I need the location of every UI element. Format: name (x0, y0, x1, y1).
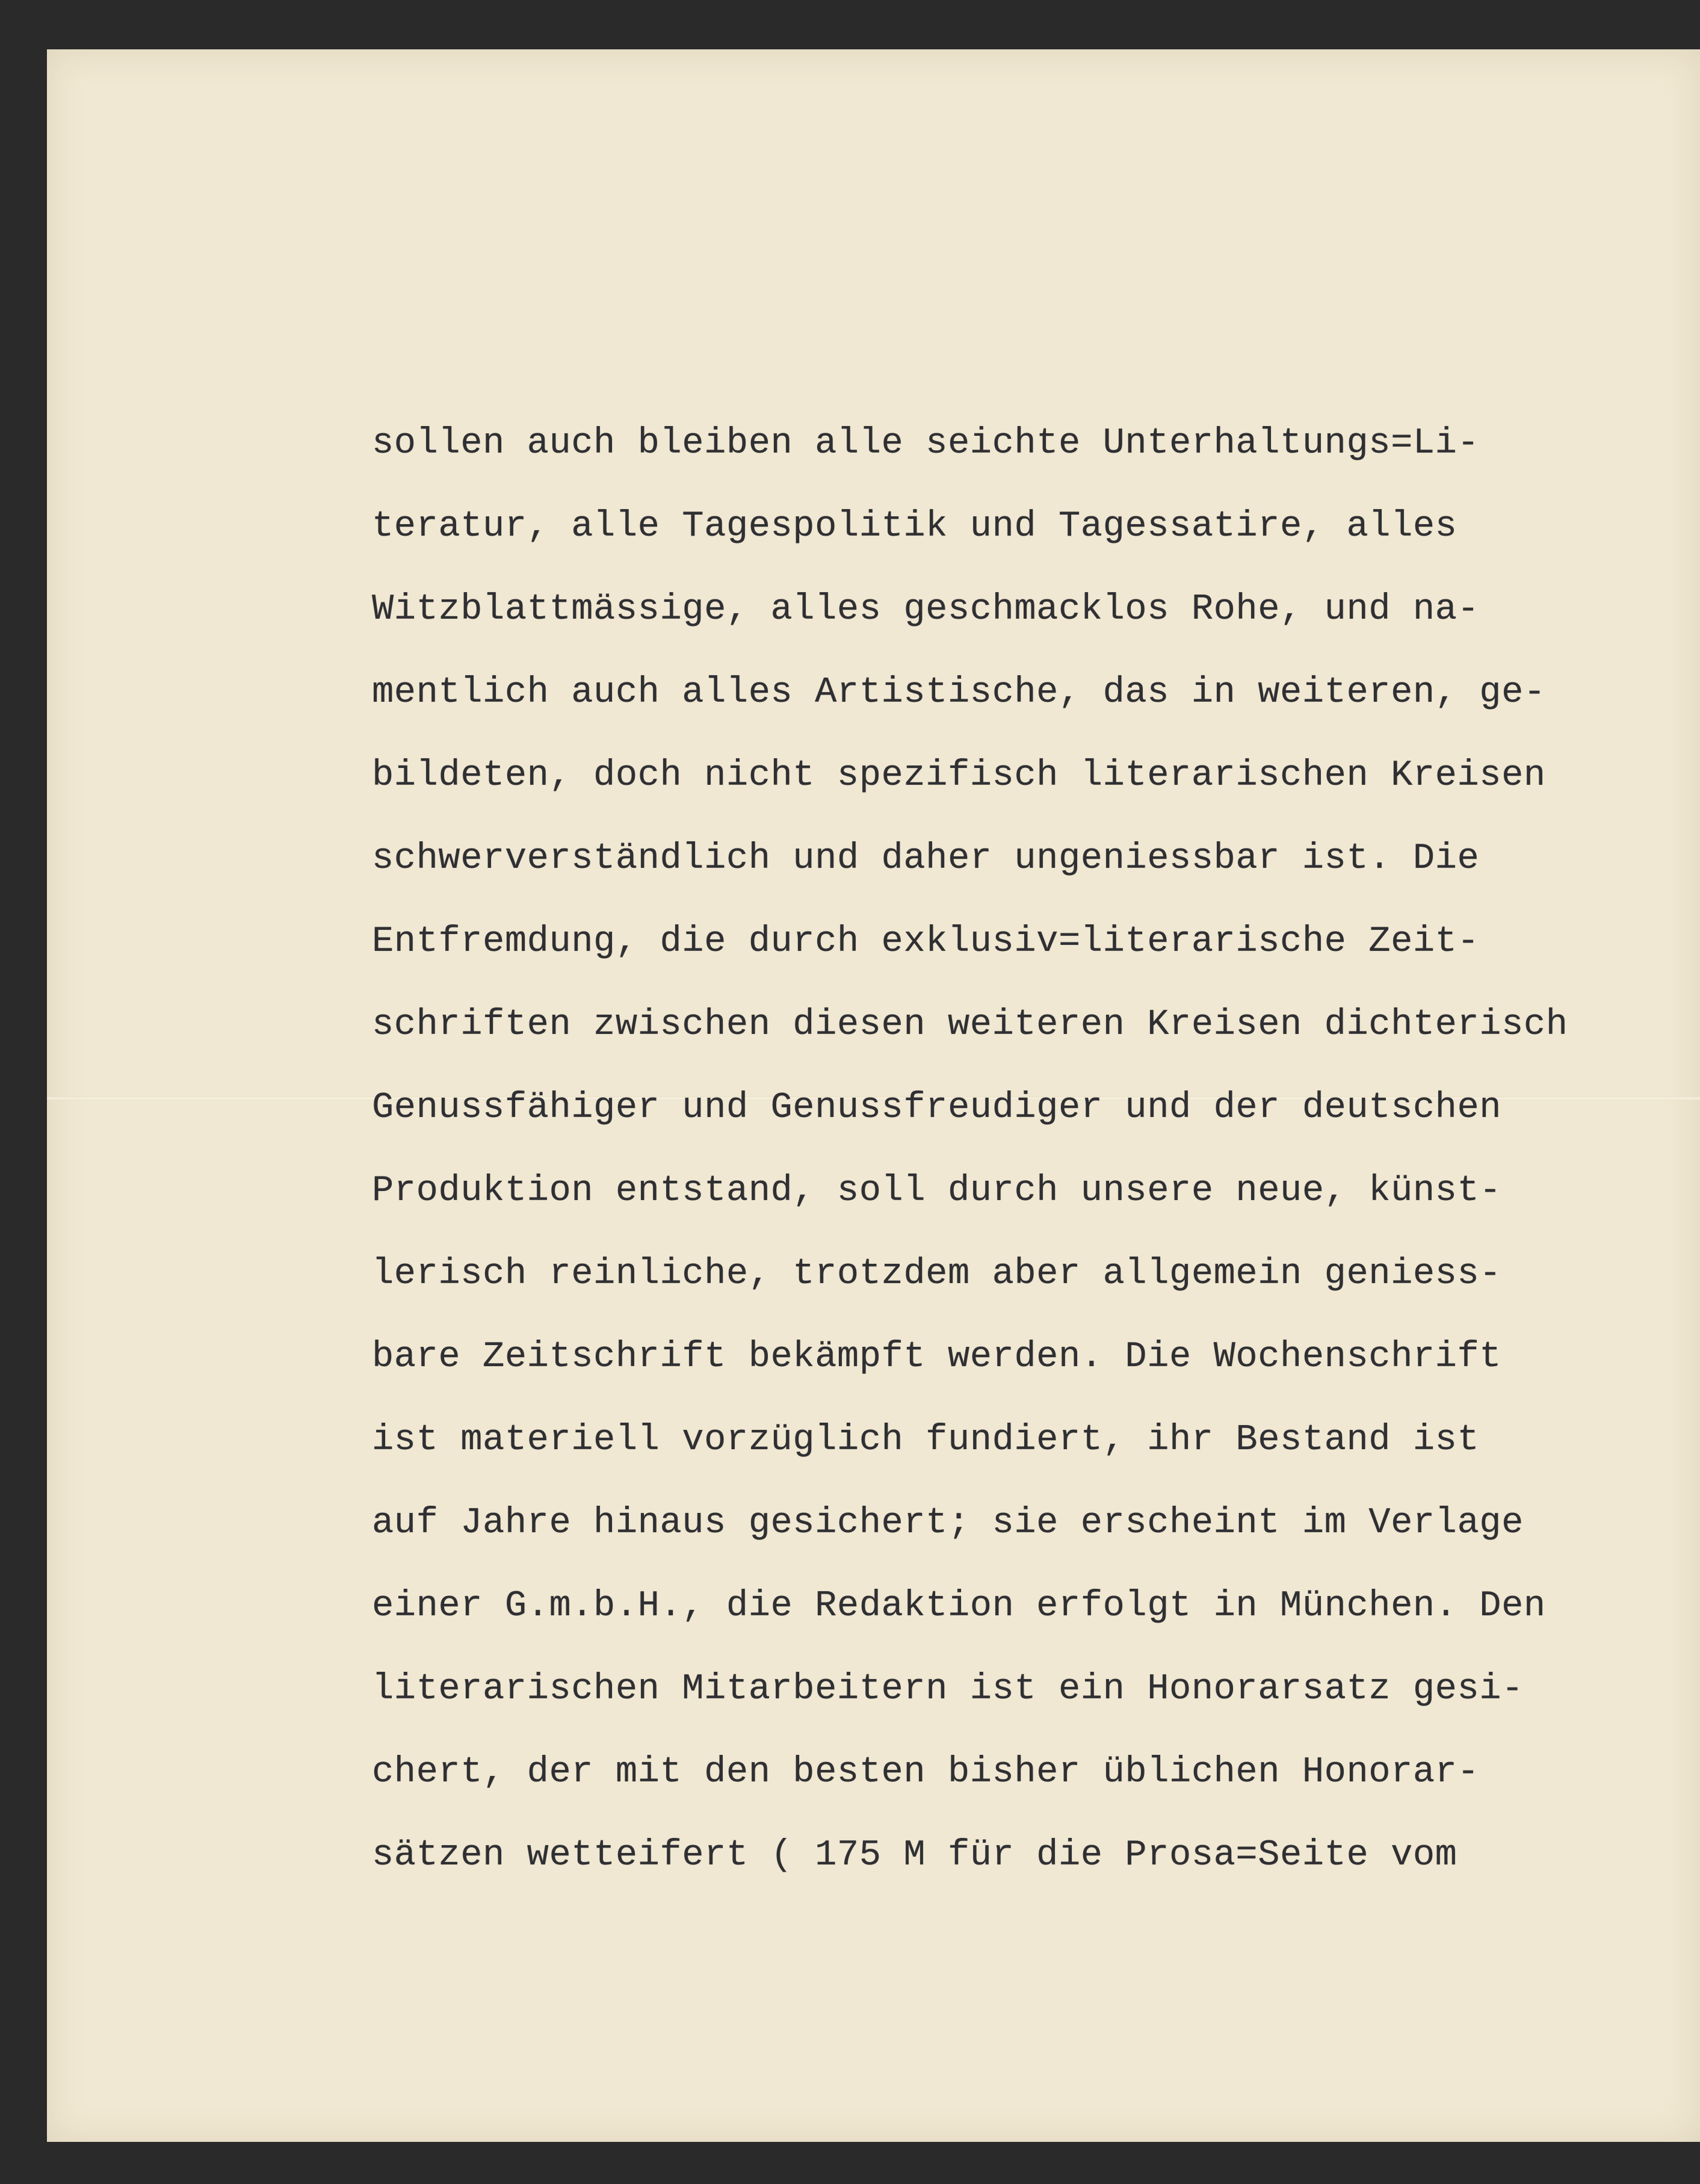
text-line: lerisch reinliche, trotzdem aber allgemein geniess- (372, 1254, 1502, 1295)
text-line: teratur, alle Tagespolitik und Tagessatire, alles (372, 506, 1457, 547)
typewritten-text-block (372, 402, 1696, 1897)
text-line: schriften zwischen diesen weiteren Kreisen dichterisch (372, 1004, 1568, 1045)
text-line: Genussfähiger und Genussfreudiger und der deutschen (372, 1087, 1502, 1128)
text-line: Witzblattmässige, alles geschmacklos Rohe, und na- (372, 589, 1480, 630)
text-line: sollen auch bleiben alle seichte Unterhaltungs=Li- (372, 423, 1480, 464)
text-line: chert, der mit den besten bisher üblichen Honorar- (372, 1752, 1480, 1793)
text-line: sätzen wetteifert ( 175 M für die Prosa=Seite vom (372, 1835, 1457, 1876)
text-line: schwerverständlich und daher ungeniessbar ist. Die (372, 838, 1480, 879)
text-line: Produktion entstand, soll durch unsere neue, künst- (372, 1171, 1502, 1211)
text-line: literarischen Mitarbeitern ist ein Honorarsatz gesi- (372, 1669, 1524, 1710)
text-line: bare Zeitschrift bekämpft werden. Die Wochenschrift (372, 1337, 1502, 1378)
typewritten-page (47, 49, 1700, 2142)
text-line: auf Jahre hinaus gesichert; sie erscheint im Verlage (372, 1503, 1524, 1544)
text-line: bildeten, doch nicht spezifisch literarischen Kreisen (372, 755, 1546, 796)
text-line: mentlich auch alles Artistische, das in weiteren, ge- (372, 672, 1546, 713)
text-line: ist materiell vorzüglich fundiert, ihr Bestand ist (372, 1420, 1480, 1461)
text-line: einer G.m.b.H., die Redaktion erfolgt in München. Den (372, 1586, 1546, 1627)
text-line: Entfremdung, die durch exklusiv=literarische Zeit- (372, 921, 1480, 962)
